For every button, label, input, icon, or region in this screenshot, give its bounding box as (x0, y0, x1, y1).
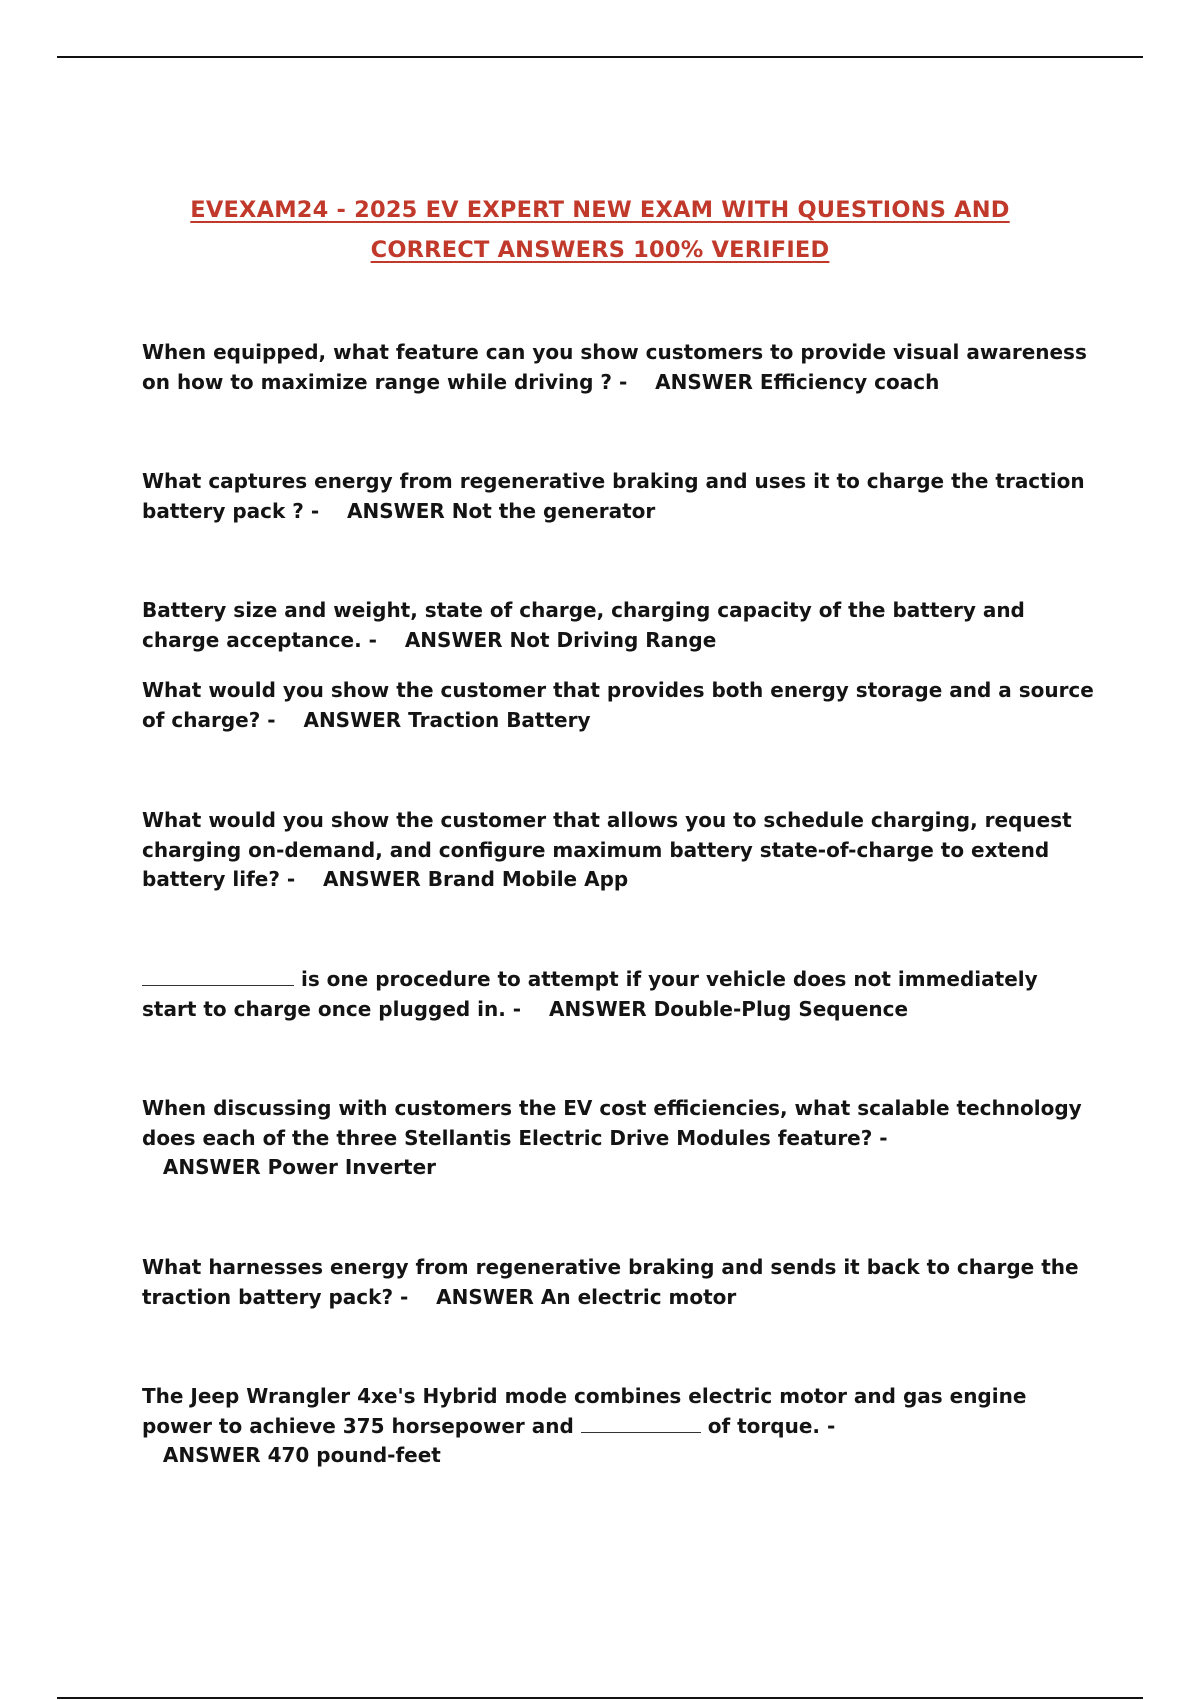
footer-rule (57, 1697, 1143, 1699)
document-title-line-1 (0, 190, 1200, 230)
document-title-line-2 (0, 230, 1200, 270)
question-text: When discussing with customers the EV cost efficiencies, what scalable technology does each of the three Stellantis Electric Drive Modules feature? - (142, 1096, 1082, 1150)
fill-in-blank (581, 1416, 701, 1433)
answer-text: ANSWER 470 pound-feet (142, 1443, 441, 1467)
question-text-part-2: of torque. - (700, 1413, 836, 1438)
question-text-part-1: The Jeep Wrangler 4xe's Hybrid mode combines electric motor and gas engine power to achieve 375 horsepower and (142, 1384, 1027, 1438)
qa-item-8 (142, 1253, 1098, 1312)
question-text: What would you show the customer that allows you to schedule charging, request charging on-demand, and configure maximum battery state-of-charge to extend battery life? - (142, 808, 1072, 891)
header-rule (57, 56, 1143, 58)
question-text: When equipped, what feature can you show customers to provide visual awareness on how to maximize range while driving ? - (142, 340, 1087, 394)
answer-text: ANSWER Not Driving Range (383, 627, 717, 652)
title-text-2: CORRECT ANSWERS 100% VERIFIED (370, 237, 830, 263)
qa-item-4 (142, 676, 1098, 735)
qa-item-5 (142, 806, 1098, 895)
title-text-1: EVEXAM24 - 2025 EV EXPERT NEW EXAM WITH QUESTIONS AND (190, 197, 1010, 223)
fill-in-blank (142, 969, 294, 986)
question-text: Battery size and weight, state of charge, charging capacity of the battery and charge acceptance. - (142, 598, 1025, 652)
question-text: What harnesses energy from regenerative braking and sends it back to charge the traction battery pack? - (142, 1255, 1079, 1309)
answer-text: ANSWER Brand Mobile App (302, 867, 629, 891)
answer-text: ANSWER An electric motor (415, 1284, 737, 1309)
question-text: What captures energy from regenerative braking and uses it to charge the traction battery pack ? - (142, 469, 1085, 523)
answer-text: ANSWER Power Inverter (142, 1155, 436, 1179)
qa-item-1 (142, 338, 1098, 397)
qa-item-6 (142, 965, 1098, 1024)
qa-item-2 (142, 467, 1098, 526)
answer-text: ANSWER Not the generator (326, 498, 656, 523)
answer-text: ANSWER Double-Plug Sequence (528, 996, 909, 1021)
qa-item-7 (142, 1094, 1098, 1183)
question-text: What would you show the customer that provides both energy storage and a source of charge? - (142, 678, 1094, 732)
qa-item-3 (142, 596, 1098, 655)
answer-text: ANSWER Traction Battery (282, 707, 591, 732)
answer-text: ANSWER Efficiency coach (634, 369, 940, 394)
question-text: is one procedure to attempt if your vehicle does not immediately start to charge once plugged in. - (142, 967, 1038, 1021)
qa-item-9 (142, 1382, 1098, 1471)
